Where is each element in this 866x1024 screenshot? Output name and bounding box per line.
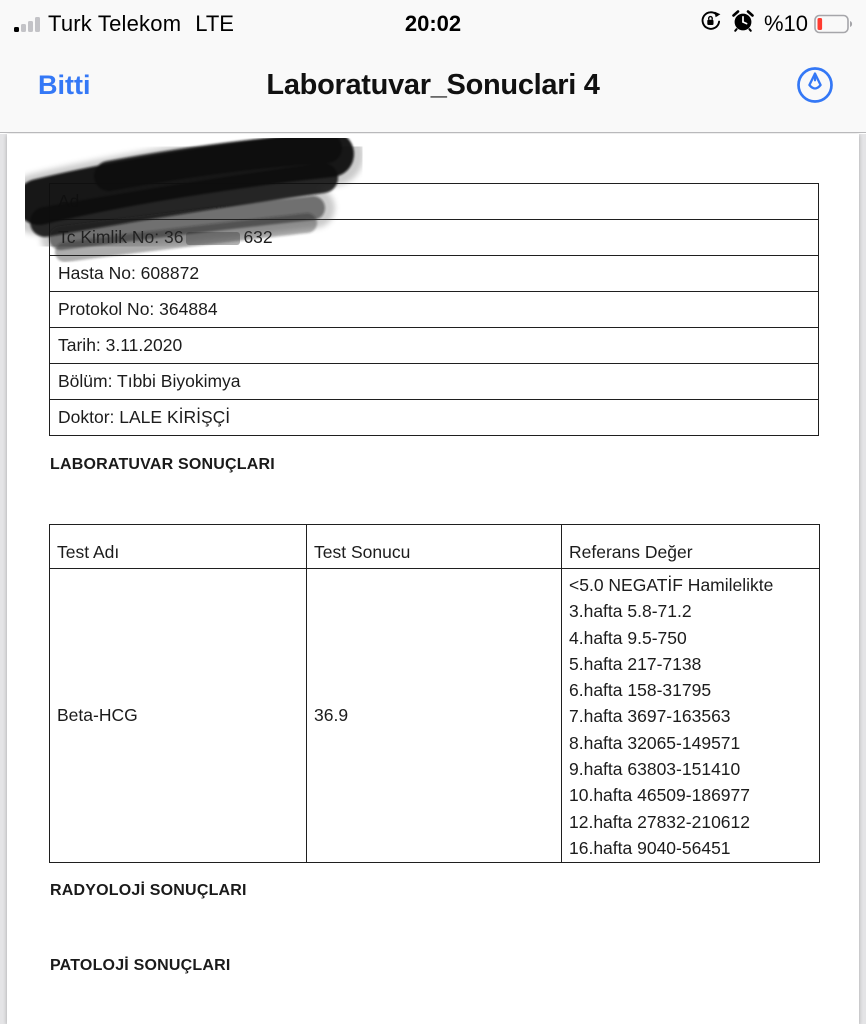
- info-row-protocol-no: Protokol No: 364884: [50, 292, 819, 328]
- info-row-tc-id: [50, 220, 819, 256]
- lab-results-heading: LABORATUVAR SONUÇLARI: [50, 456, 275, 473]
- rotation-lock-icon: [698, 9, 722, 39]
- reference-line: <5.0 NEGATİF Hamilelikte: [569, 575, 774, 595]
- col-header-test-result: Test Sonucu: [307, 525, 562, 569]
- reference-range-cell: [562, 569, 820, 863]
- reference-line: 6.hafta 158-31795: [569, 680, 712, 701]
- col-header-reference: Referans Değer: [562, 525, 820, 569]
- info-row-name: [50, 184, 819, 220]
- reference-line: 4.hafta 9.5-750: [569, 627, 687, 648]
- clock-label: 20:02: [404, 11, 462, 36]
- status-bar: [0, 0, 866, 48]
- col-header-test-name: Test Adı: [50, 525, 307, 569]
- reference-line: 5.hafta 217-7138: [569, 653, 702, 674]
- battery-group: [764, 11, 854, 37]
- markup-pen-icon: [794, 64, 836, 106]
- results-table: [49, 524, 820, 863]
- test-name-cell: Beta-HCG: [50, 569, 307, 863]
- document-page: [7, 134, 859, 1024]
- redacted-name-fragment: Ad: [58, 191, 80, 211]
- info-row-date: Tarih: 3.11.2020: [50, 328, 819, 364]
- reference-line: 3.hafta 5.8-71.2: [569, 601, 692, 622]
- redacted-id-prefix: Tc Kimlik No: 36: [58, 227, 184, 247]
- results-header-row: [50, 525, 820, 569]
- nav-bar: [0, 48, 866, 133]
- top-chrome: [0, 0, 866, 133]
- battery-percent-label: %10: [763, 11, 808, 36]
- page-title: Laboratuvar_Sonuclari 4: [266, 69, 600, 101]
- document-viewer[interactable]: [0, 134, 866, 1024]
- reference-line: 7.hafta 3697-163563: [569, 706, 731, 727]
- info-row-patient-no: Hasta No: 608872: [50, 256, 819, 292]
- reference-line: 16.hafta 9040-56451: [569, 837, 731, 858]
- redacted-id-suffix: 632: [243, 227, 273, 247]
- done-button[interactable]: Bitti: [38, 70, 91, 100]
- radiology-heading: RADYOLOJİ SONUÇLARI: [50, 882, 247, 899]
- alarm-icon: [731, 9, 755, 39]
- info-row-department: Bölüm: Tıbbi Biyokimya: [50, 364, 819, 400]
- carrier-label: Turk Telekom: [48, 11, 182, 36]
- battery-icon: [814, 14, 854, 34]
- pathology-heading: PATOLOJİ SONUÇLARI: [50, 957, 231, 974]
- reference-line: 12.hafta 27832-210612: [569, 811, 750, 832]
- network-type-label: LTE: [195, 11, 234, 36]
- reference-line: 10.hafta 46509-186977: [569, 785, 750, 806]
- markup-button[interactable]: [794, 64, 836, 106]
- result-row-beta-hcg: [50, 569, 820, 863]
- patient-info-table: [49, 183, 819, 436]
- reference-line: 9.hafta 63803-151410: [569, 759, 741, 780]
- reference-line: 8.hafta 32065-149571: [569, 732, 741, 753]
- redacted-id-gap: [186, 232, 240, 245]
- status-right: [698, 8, 854, 40]
- test-result-cell: 36.9: [307, 569, 562, 863]
- info-row-doctor: Doktor: LALE KİRİŞÇİ: [50, 400, 819, 436]
